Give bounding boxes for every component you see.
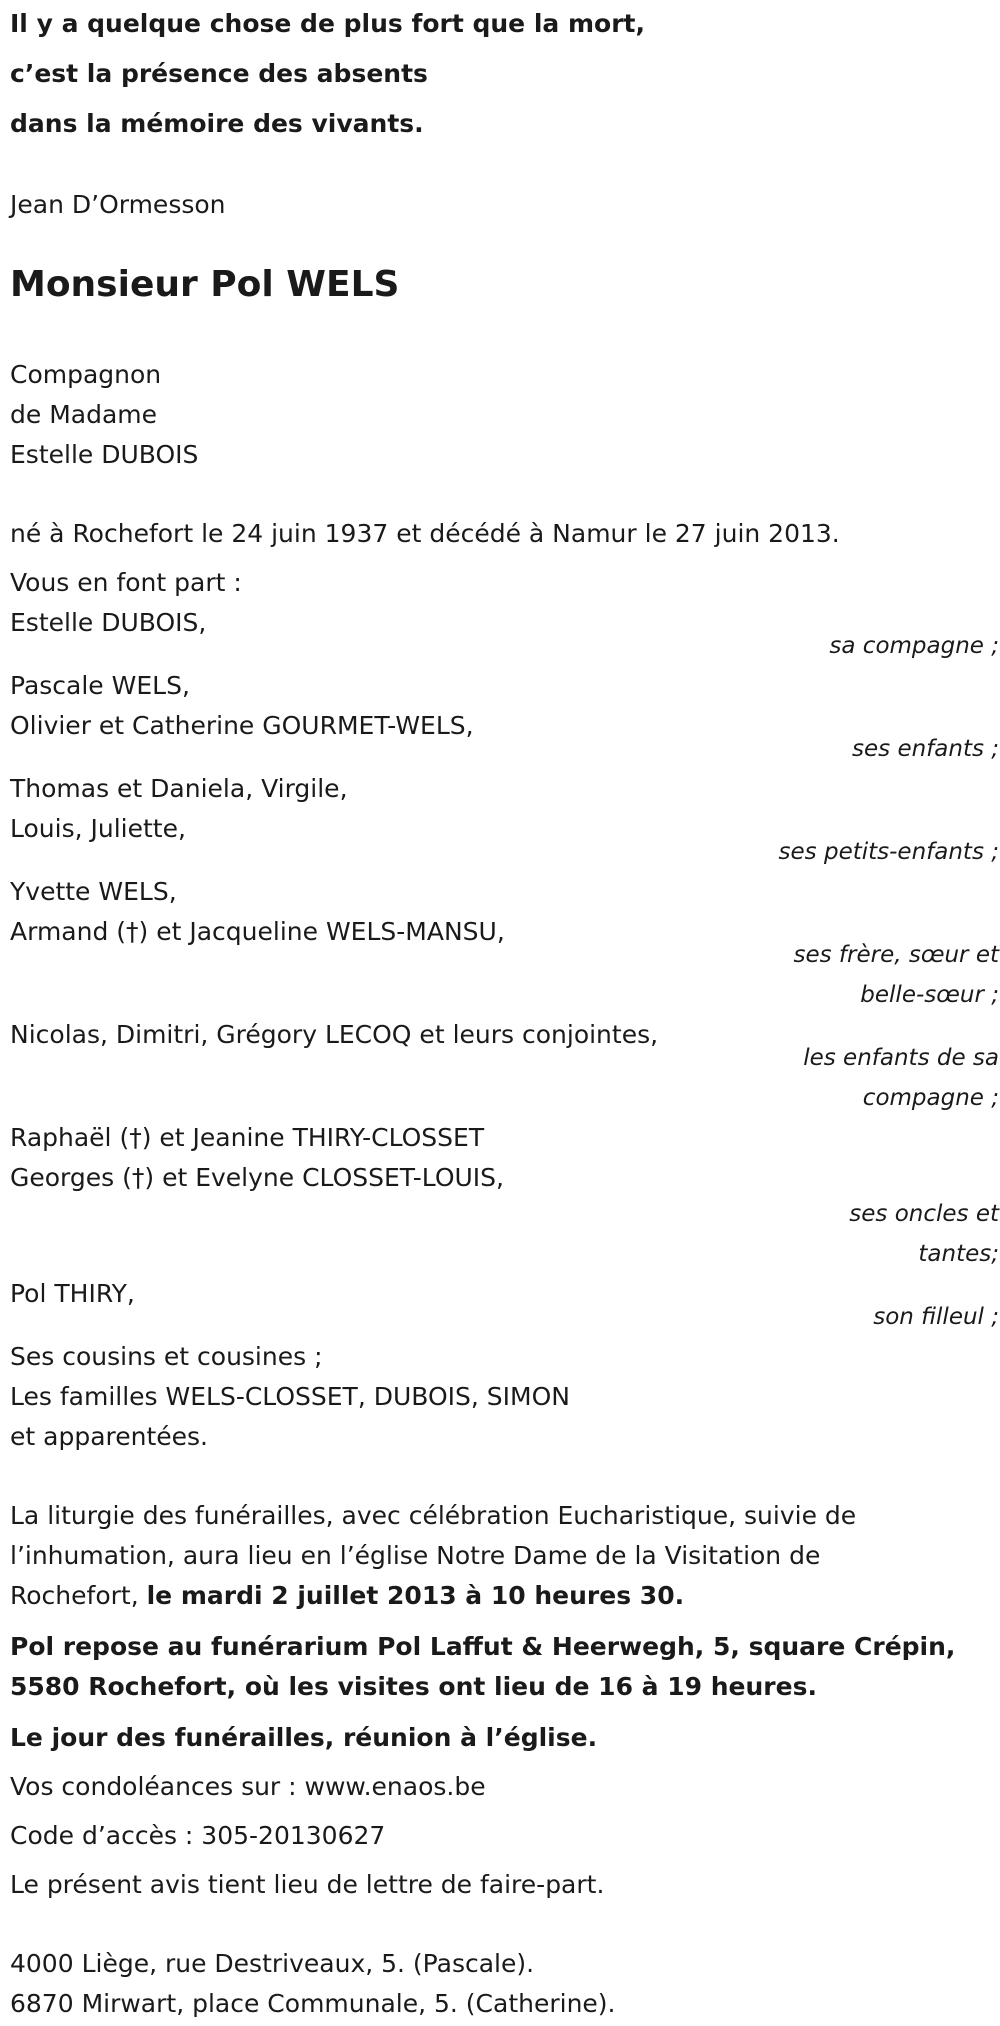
birth-death: né à Rochefort le 24 juin 1937 et décédé à Namur le 27 juin 2013. xyxy=(10,519,840,548)
extended-family-line: Les familles WELS-CLOSSET, DUBOIS, SIMON xyxy=(10,1382,570,1411)
quote-line: dans la mémoire des vivants. xyxy=(10,109,424,138)
family-relation: tantes; xyxy=(918,1241,999,1267)
partner-line: Compagnon xyxy=(10,360,162,389)
family-name: Nicolas, Dimitri, Grégory LECOQ et leurs conjointes, xyxy=(10,1020,659,1049)
liturgy-line: La liturgie des funérailles, avec célébration Eucharistique, suivie de xyxy=(10,1501,857,1530)
address-line: 4000 Liège, rue Destriveaux, 5. (Pascale). xyxy=(10,1949,535,1978)
funerarium-line: 5580 Rochefort, où les visites ont lieu de 16 à 19 heures. xyxy=(10,1672,817,1701)
family-name: Yvette WELS, xyxy=(10,877,177,906)
family-name: Raphaël (†) et Jeanine THIRY-CLOSSET xyxy=(10,1123,485,1152)
family-name: Pascale WELS, xyxy=(10,671,190,700)
quote-line: c’est la présence des absents xyxy=(10,59,428,88)
quote-line: Il y a quelque chose de plus fort que la mort, xyxy=(10,9,645,38)
family-relation: compagne ; xyxy=(862,1085,999,1111)
family-name: Olivier et Catherine GOURMET-WELS, xyxy=(10,711,474,740)
family-relation: ses petits-enfants ; xyxy=(778,839,999,865)
notice-info: Le présent avis tient lieu de lettre de faire-part. xyxy=(10,1870,605,1899)
liturgy-date: le mardi 2 juillet 2013 à 10 heures 30. xyxy=(146,1581,685,1610)
partner-line: Estelle DUBOIS xyxy=(10,440,199,469)
meeting-info: Le jour des funérailles, réunion à l’église. xyxy=(10,1723,598,1752)
access-code: Code d’accès : 305-20130627 xyxy=(10,1821,386,1850)
condolences-info: Vos condoléances sur : www.enaos.be xyxy=(10,1772,486,1801)
family-name: Thomas et Daniela, Virgile, xyxy=(10,774,348,803)
family-relation: belle-sœur ; xyxy=(860,982,999,1008)
extended-family-line: Ses cousins et cousines ; xyxy=(10,1342,323,1371)
extended-family-line: et apparentées. xyxy=(10,1422,208,1451)
family-name: Georges (†) et Evelyne CLOSSET-LOUIS, xyxy=(10,1163,504,1192)
family-relation: ses frère, sœur et xyxy=(793,942,999,968)
family-relation: sa compagne ; xyxy=(829,633,999,659)
deceased-name: Monsieur Pol WELS xyxy=(10,264,400,305)
family-name: Louis, Juliette, xyxy=(10,814,186,843)
family-relation: ses oncles et xyxy=(849,1201,999,1227)
liturgy-line: l’inhumation, aura lieu en l’église Notre Dame de la Visitation de xyxy=(10,1541,821,1570)
family-name: Estelle DUBOIS, xyxy=(10,608,207,637)
family-name: Armand (†) et Jacqueline WELS-MANSU, xyxy=(10,917,505,946)
family-relation: son filleul ; xyxy=(873,1304,999,1330)
liturgy-place: Rochefort, xyxy=(10,1581,147,1610)
address-line: 6870 Mirwart, place Communale, 5. (Catherine). xyxy=(10,1989,616,2018)
quote-author: Jean D’Ormesson xyxy=(10,190,226,219)
partner-line: de Madame xyxy=(10,400,158,429)
family-name: Pol THIRY, xyxy=(10,1279,135,1308)
liturgy-line xyxy=(10,1576,684,1616)
funerarium-line: Pol repose au funérarium Pol Laffut & Heerwegh, 5, square Crépin, xyxy=(10,1632,956,1661)
family-relation: les enfants de sa xyxy=(803,1045,999,1071)
family-relation: ses enfants ; xyxy=(852,736,999,762)
announcement-intro: Vous en font part : xyxy=(10,568,242,597)
